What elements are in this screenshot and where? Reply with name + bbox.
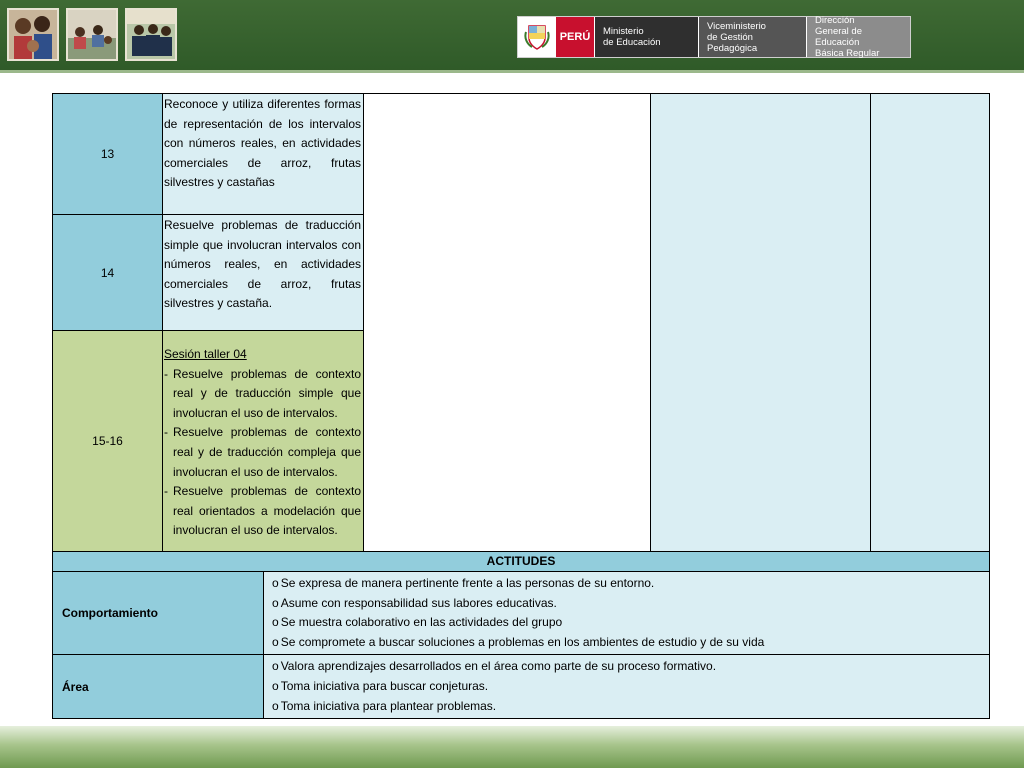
dir-line-1: Dirección <box>815 15 855 26</box>
list-item: o Valora aprendizajes desarrollados en el área como parte de su proceso formativo. <box>272 657 983 677</box>
comportamiento-items <box>264 571 990 654</box>
session-number: 13 <box>53 94 163 215</box>
list-item: o Se expresa de manera pertinente frente a las personas de su entorno. <box>272 574 983 594</box>
list-item: o Se compromete a buscar soluciones a problemas en los ambientes de estudio y de su vida <box>272 633 983 653</box>
footer-bar <box>0 726 1024 768</box>
ministry-logo <box>517 16 911 58</box>
session-number: 15-16 <box>53 331 163 552</box>
classroom-photo <box>66 8 118 61</box>
area-label: Área <box>53 655 264 719</box>
session-number: 14 <box>53 215 163 331</box>
planning-table <box>52 93 989 719</box>
dir-line-2: General de Educación <box>815 26 863 48</box>
list-item: o Se muestra colaborativo en las actividades del grupo <box>272 613 983 633</box>
capacity-text: Reconoce y utiliza diferentes formas de representación de los intervalos con números reales, en actividades comerciales de arroz, frutas silvestres y castañas <box>163 94 364 215</box>
area-items <box>264 655 990 719</box>
vice-line-1: Viceministerio <box>707 20 766 32</box>
dir-line-3: Básica Regular <box>815 48 880 59</box>
peru-label: PERÚ <box>556 17 594 57</box>
table-row-comportamiento <box>53 571 990 654</box>
direction-name <box>806 17 910 57</box>
table-row-session-13 <box>53 94 990 215</box>
coat-of-arms-icon <box>518 17 556 57</box>
list-item: - Resuelve problemas de contexto real y de traducción simple que involucran el uso de intervalos. <box>164 365 361 424</box>
list-item: o Asume con responsabilidad sus labores educativas. <box>272 594 983 614</box>
children-photo <box>7 8 59 61</box>
list-item: o Toma iniciativa para plantear problemas. <box>272 697 983 717</box>
list-item: - Resuelve problemas de contexto real orientados a modelación que involucran el uso de intervalos. <box>164 482 361 541</box>
list-item: - Resuelve problemas de contexto real y de traducción compleja que involucran el uso de intervalos. <box>164 423 361 482</box>
ministry-line-1: Ministerio <box>603 26 644 37</box>
vice-line-2: de Gestión Pedagógica <box>707 31 758 54</box>
time-cell <box>871 94 990 552</box>
capacity-text: Resuelve problemas de traducción simple que involucran intervalos con números reales, en actividades comerciales de arroz, frutas silvestres y castaña. <box>163 215 364 331</box>
comportamiento-label: Comportamiento <box>53 571 264 654</box>
strategy-cell <box>364 94 651 552</box>
workshop-item-1: Resuelve problemas de contexto real y de traducción simple que involucran el uso de intervalos. <box>173 366 361 420</box>
ministry-name <box>594 17 698 57</box>
table-row-actitudes <box>53 551 990 571</box>
table-row-area <box>53 655 990 719</box>
viceministry-name <box>698 17 806 57</box>
workshop-cell <box>163 331 364 552</box>
ministry-line-2: de Educación <box>603 37 661 48</box>
workshop-item-3: Resuelve problemas de contexto real orientados a modelación que involucran el uso de intervalos. <box>173 484 361 538</box>
list-item: o Toma iniciativa para buscar conjeturas. <box>272 677 983 697</box>
students-photo <box>125 8 177 61</box>
actitudes-header: ACTITUDES <box>53 551 990 571</box>
workshop-title: Sesión taller 04 <box>164 347 247 361</box>
header-divider <box>0 70 1024 73</box>
resources-cell <box>651 94 871 552</box>
workshop-item-2: Resuelve problemas de contexto real y de traducción compleja que involucran el uso de intervalos. <box>173 425 361 479</box>
